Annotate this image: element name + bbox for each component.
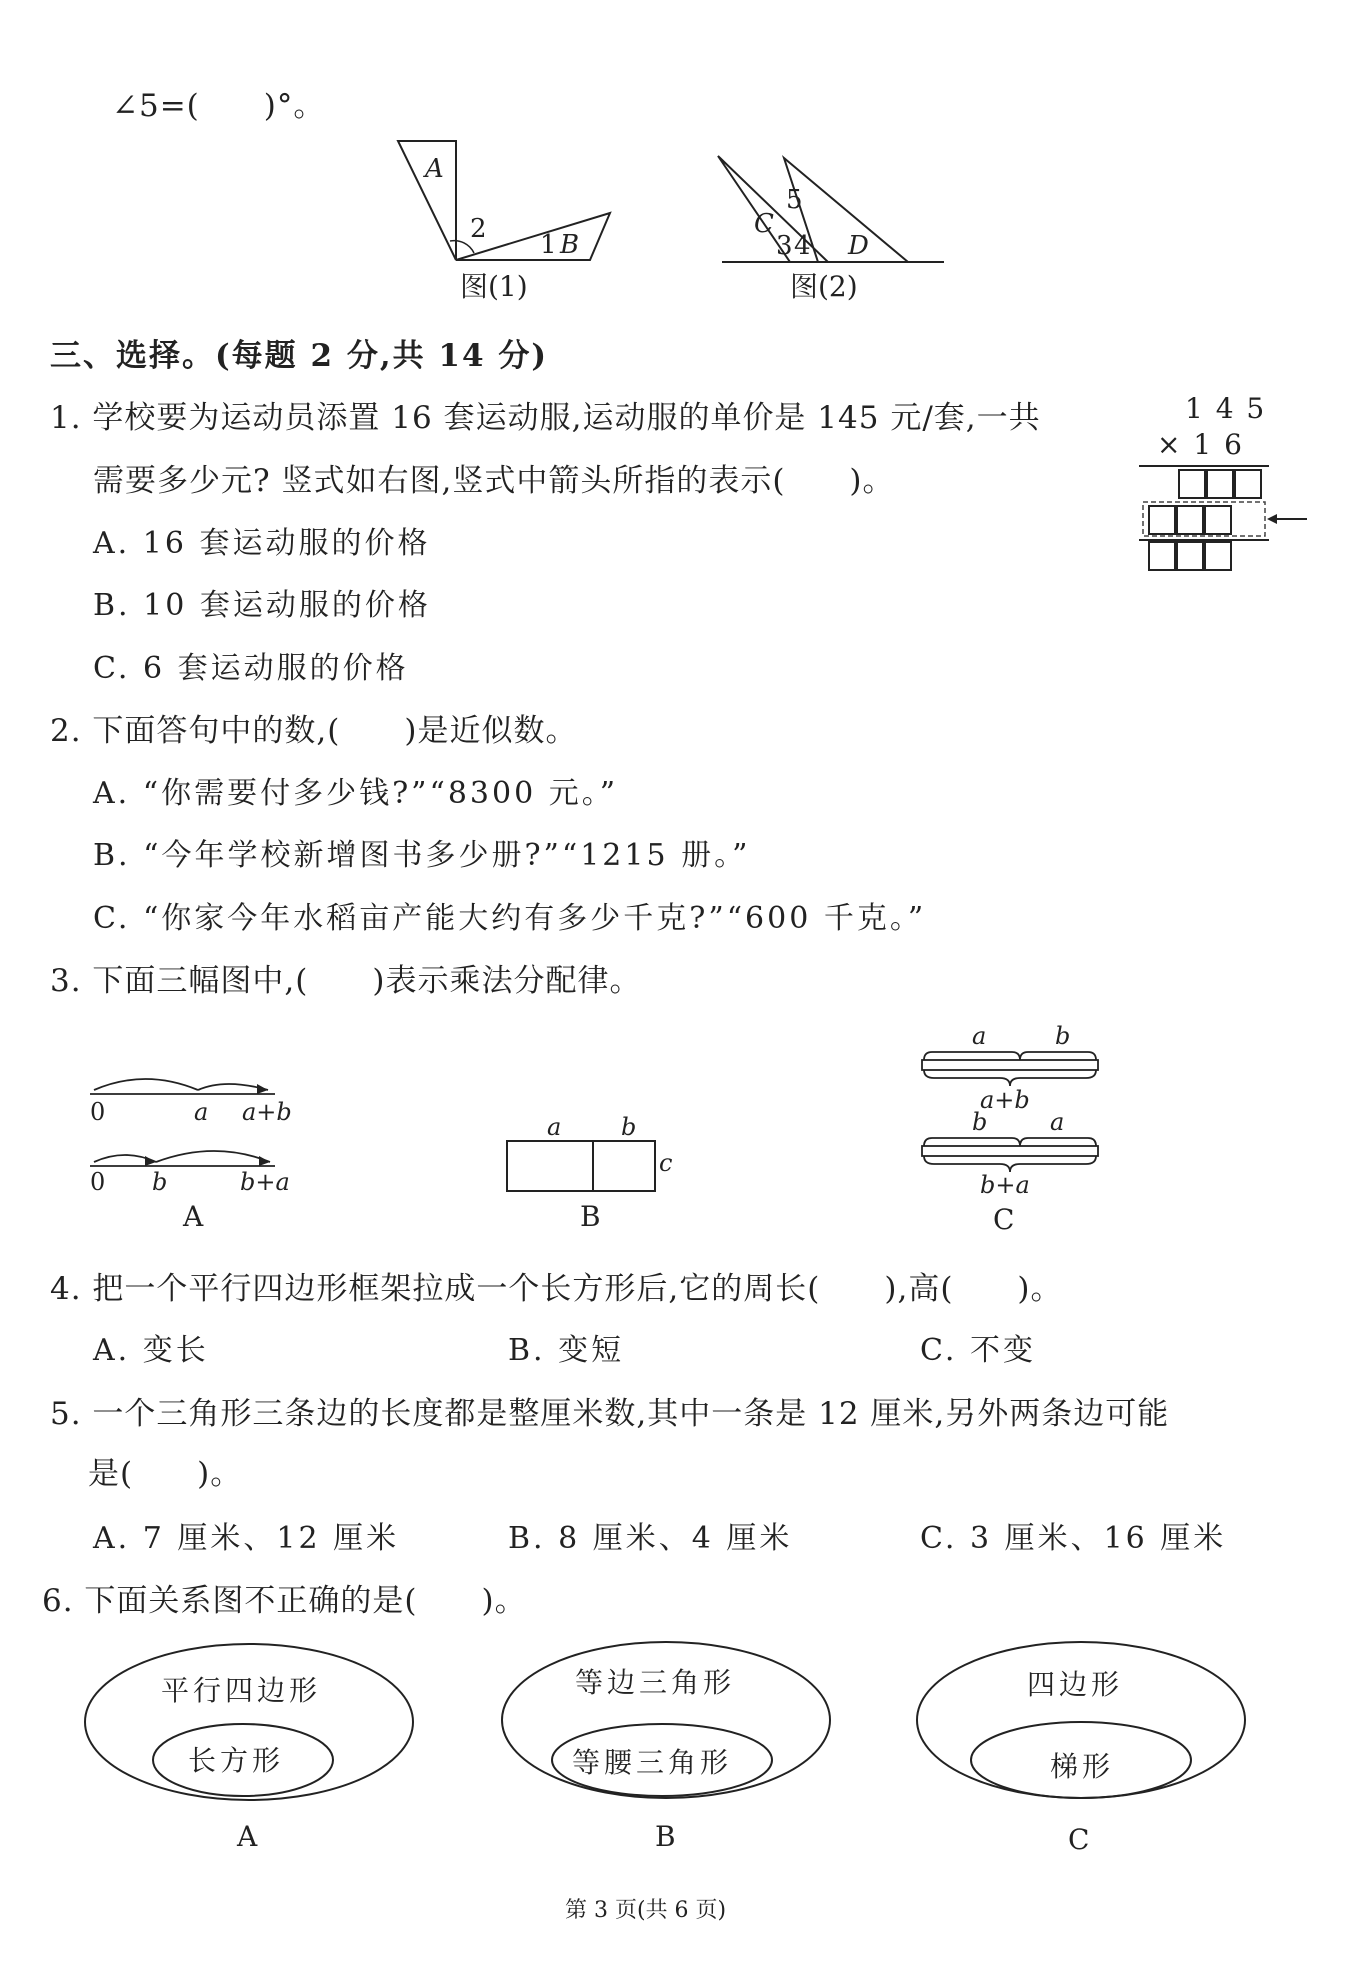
figa-row2-0: 0 <box>90 1168 106 1196</box>
figb-label-a: a <box>547 1113 562 1141</box>
fig1-caption: 图(1) <box>460 270 528 303</box>
q4-option-a[interactable]: A. 变长 <box>93 1333 209 1368</box>
q5-option-a[interactable]: A. 7 厘米、12 厘米 <box>93 1521 400 1556</box>
figc-top-a: a <box>972 1022 987 1050</box>
angle-figure-1 <box>390 135 630 270</box>
q4-option-c[interactable]: C. 不变 <box>920 1333 1036 1368</box>
q6-diagram-a <box>83 1642 419 1802</box>
fig2-label-d: D <box>848 231 869 261</box>
venn-c-outer: 四边形 <box>1027 1668 1124 1701</box>
figc-top-b: b <box>1055 1022 1071 1050</box>
venn-c-inner: 梯形 <box>1050 1750 1115 1783</box>
figa-row1-0: 0 <box>90 1098 106 1126</box>
q3-figure-c <box>920 1018 1100 1199</box>
page-number: 第 3 页(共 6 页) <box>565 1898 727 1923</box>
q3-figure-a <box>90 1060 310 1196</box>
figa-row1-a: a <box>194 1098 209 1126</box>
vertical-multiplier: × 1 6 <box>1157 428 1244 461</box>
figc-bottom-b: b <box>972 1108 988 1136</box>
vertical-multiplication-boxes <box>1135 462 1310 572</box>
q5-line2: 是( )。 <box>88 1456 243 1492</box>
figc-top-sum: a+b <box>980 1086 1030 1114</box>
q3-figure-b <box>505 1105 685 1195</box>
fig1-label-b: B <box>560 230 580 260</box>
fig2-label-4: 4 <box>794 231 811 261</box>
q2-option-c[interactable]: C. “你家今年水稻亩产能大约有多少千克?”“600 千克。” <box>93 901 927 936</box>
figb-label-b: b <box>621 1113 637 1141</box>
q2-option-a[interactable]: A. “你需要付多少钱?”“8300 元。” <box>93 776 619 811</box>
figb-caption[interactable]: B <box>580 1200 601 1233</box>
q1-option-c[interactable]: C. 6 套运动服的价格 <box>93 651 409 686</box>
figc-bottom-sum: b+a <box>980 1171 1030 1199</box>
q1-option-b[interactable]: B. 10 套运动服的价格 <box>93 588 431 623</box>
figa-row2-b: b <box>152 1168 168 1196</box>
q6-diagram-c <box>915 1640 1251 1800</box>
q6-diagram-b <box>500 1640 836 1800</box>
venn-b-outer: 等边三角形 <box>575 1666 736 1699</box>
fig2-label-c: C <box>754 209 774 239</box>
q2-stem: 2. 下面答句中的数,( )是近似数。 <box>50 713 578 749</box>
figc-caption[interactable]: C <box>993 1203 1015 1236</box>
fig1-label-2: 2 <box>470 214 487 244</box>
fig1-label-a: A <box>425 154 444 184</box>
venn-b-caption[interactable]: B <box>655 1820 676 1853</box>
vertical-multiplicand: 1 4 5 <box>1185 392 1267 425</box>
q1-line1: 1. 学校要为运动员添置 16 套运动服,运动服的单价是 145 元/套,一共 <box>50 400 1041 436</box>
figa-row1-sum: a+b <box>242 1098 292 1126</box>
venn-b-inner: 等腰三角形 <box>572 1746 733 1779</box>
q5-option-b[interactable]: B. 8 厘米、4 厘米 <box>508 1521 793 1556</box>
q4-option-b[interactable]: B. 变短 <box>508 1333 625 1368</box>
q1-option-a[interactable]: A. 16 套运动服的价格 <box>93 526 431 561</box>
q6-stem: 6. 下面关系图不正确的是( )。 <box>42 1583 527 1619</box>
figb-label-c: c <box>659 1149 673 1177</box>
figa-row2-sum: b+a <box>240 1168 290 1196</box>
angle-5-question: ∠5=( )°。 <box>112 88 326 124</box>
venn-a-caption[interactable]: A <box>237 1820 258 1853</box>
angle-figure-2 <box>718 150 948 265</box>
section-title: 三、选择。(每题 2 分,共 14 分) <box>50 338 549 374</box>
q1-line2: 需要多少元? 竖式如右图,竖式中箭头所指的表示( )。 <box>93 463 895 499</box>
fig2-label-3: 3 <box>776 231 793 261</box>
venn-c-caption[interactable]: C <box>1068 1823 1090 1856</box>
figa-caption[interactable]: A <box>183 1200 204 1233</box>
fig2-label-5: 5 <box>786 185 803 215</box>
q2-option-b[interactable]: B. “今年学校新增图书多少册?”“1215 册。” <box>93 838 751 873</box>
q5-option-c[interactable]: C. 3 厘米、16 厘米 <box>920 1521 1227 1556</box>
fig2-caption: 图(2) <box>790 270 858 303</box>
venn-a-inner: 长方形 <box>188 1744 285 1777</box>
q5-line1: 5. 一个三角形三条边的长度都是整厘米数,其中一条是 12 厘米,另外两条边可能 <box>50 1396 1170 1432</box>
figc-bottom-a: a <box>1050 1108 1065 1136</box>
q4-stem: 4. 把一个平行四边形框架拉成一个长方形后,它的周长( ),高( )。 <box>50 1271 1063 1307</box>
venn-a-outer: 平行四边形 <box>161 1674 322 1707</box>
q3-stem: 3. 下面三幅图中,( )表示乘法分配律。 <box>50 963 642 999</box>
fig1-label-1: 1 <box>540 230 557 260</box>
